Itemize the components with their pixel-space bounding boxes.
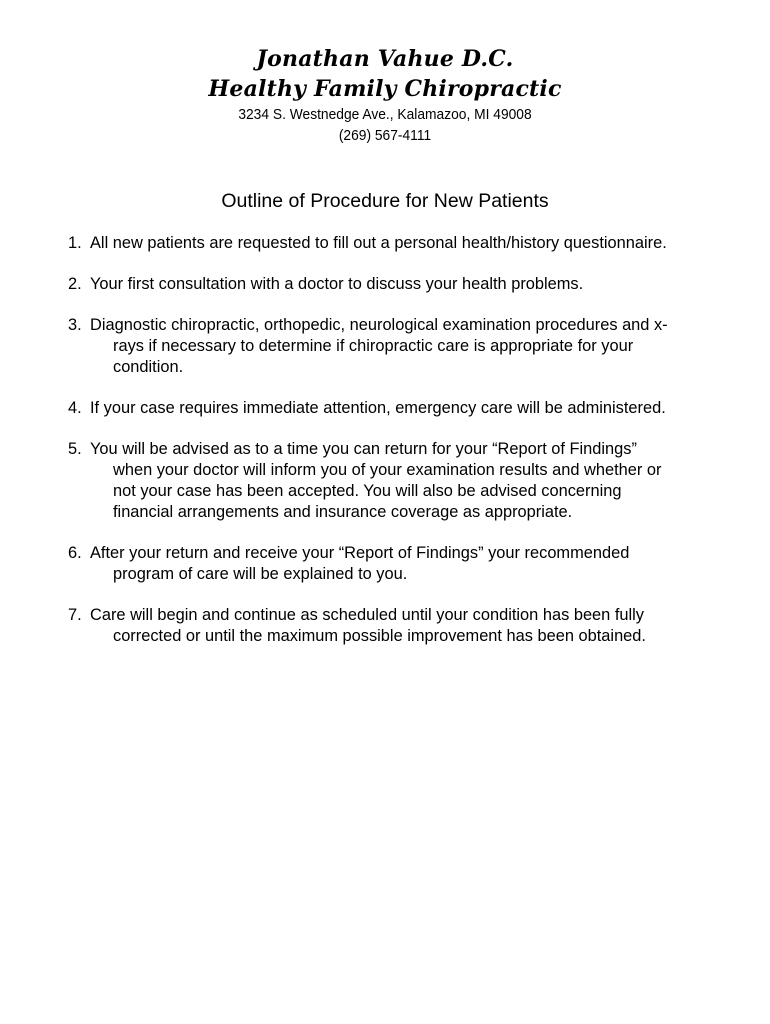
step-text-line: Care will begin and continue as scheduled until your condition has been fully [90,606,644,624]
procedure-step-1 [0,233,770,254]
step-number: 6. [68,544,82,562]
step-number: 2. [68,275,82,293]
step-number: 3. [68,316,82,334]
procedure-step-7 [0,605,770,647]
step-text-line: Diagnostic chiropractic, orthopedic, neurological examination procedures and x- [90,316,668,334]
letterhead [0,44,770,146]
practice-name: Healthy Family Chiropractic [208,76,562,102]
step-number: 7. [68,606,82,624]
procedure-step-3 [0,315,770,378]
procedure-step-5 [0,439,770,523]
step-number: 4. [68,399,82,417]
practice-address: 3234 S. Westnedge Ave., Kalamazoo, MI 49008 [238,106,532,123]
step-text-line: All new patients are requested to fill out a personal health/history questionnaire. [90,234,667,252]
step-text-line: program of care will be explained to you. [113,565,408,583]
procedure-step-4 [0,398,770,419]
step-text-line: Your first consultation with a doctor to discuss your health problems. [90,275,584,293]
step-number: 5. [68,440,82,458]
step-text-line: You will be advised as to a time you can return for your “Report of Findings” [90,440,637,458]
step-text-line: If your case requires immediate attention, emergency care will be administered. [90,399,666,417]
step-text-line: After your return and receive your “Report of Findings” your recommended [90,544,630,562]
step-text-line: when your doctor will inform you of your examination results and whether or [113,461,662,479]
step-text-line: rays if necessary to determine if chiropractic care is appropriate for your [113,337,634,355]
step-number: 1. [68,234,82,252]
step-text-line: not your case has been accepted. You will also be advised concerning [113,482,622,500]
step-text-line: condition. [113,358,184,376]
practice-phone: (269) 567-4111 [338,127,432,144]
doctor-name: Jonathan Vahue D.C. [256,46,514,72]
procedure-steps-list [0,233,770,667]
procedure-step-2 [0,274,770,295]
procedure-step-6 [0,543,770,585]
step-text-line: financial arrangements and insurance coverage as appropriate. [113,503,573,521]
step-text-line: corrected or until the maximum possible improvement has been obtained. [113,627,646,645]
document-title: Outline of Procedure for New Patients [221,190,549,212]
